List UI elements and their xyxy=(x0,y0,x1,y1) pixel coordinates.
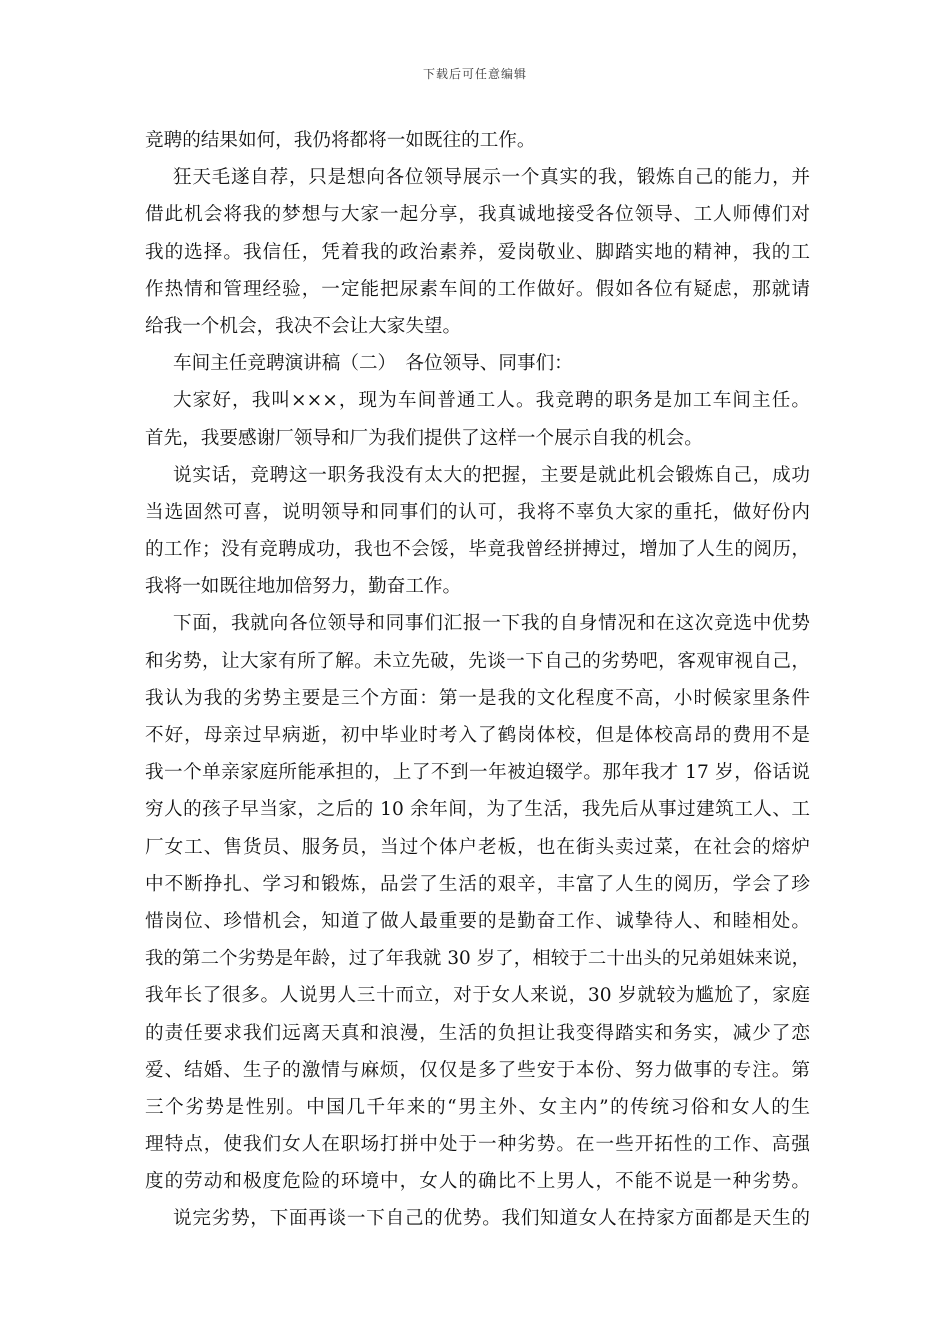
text-line: 给我一个机会，我决不会让大家失望。 xyxy=(145,315,462,337)
text-line: 我的第二个劣势是年龄，过了年我就 30 岁了，相较于二十出头的兄弟姐妹来说， xyxy=(145,948,810,970)
text-line: 不好，母亲过早病逝，初中毕业时考入了鹤岗体校，但是体校高昂的费用不是 xyxy=(145,725,810,746)
text-line: 我将一如既往地加倍努力，勤奋工作。 xyxy=(145,576,462,598)
page-header: 下载后可任意编辑 xyxy=(422,67,527,81)
text-line: 狂天毛遂自荐，只是想向各位领导展示一个真实的我，锻炼自己的能力，并 xyxy=(173,167,810,189)
text-line: 竞聘的结果如何，我仍将都将一如既往的工作。 xyxy=(145,130,536,151)
text-line: 三个劣势是性别。中国几千年来的“男主外、女主内”的传统习俗和女人的生 xyxy=(145,1096,810,1118)
text-line: 度的劳动和极度危险的环境中，女人的确比不上男人，不能不说是一种劣势。 xyxy=(145,1171,810,1193)
text-line: 当选固然可喜，说明领导和同事们的认可，我将不辜负大家的重托，做好份内 xyxy=(145,501,810,523)
text-line: 下面，我就向各位领导和同事们汇报一下我的自身情况和在这次竞选中优势 xyxy=(173,613,810,635)
body-text xyxy=(145,122,810,1238)
text-line: 爱、结婚、生子的激情与麻烦，仅仅是多了些安于本份、努力做事的专注。第 xyxy=(145,1059,810,1081)
text-line: 中不断挣扎、学习和锻炼，品尝了生活的艰辛，丰富了人生的阅历，学会了珍 xyxy=(145,873,810,895)
text-line: 我年长了很多。人说男人三十而立，对于女人来说，30 岁就较为尴尬了，家庭 xyxy=(145,985,810,1007)
text-line: 穷人的孩子早当家，之后的 10 余年间，为了生活，我先后从事过建筑工人、工 xyxy=(145,799,810,821)
text-line: 我的选择。我信任，凭着我的政治素养，爱岗敬业、脚踏实地的精神，我的工 xyxy=(145,241,810,263)
text-line: 惜岗位、珍惜机会，知道了做人最重要的是勤奋工作、诚挚待人、和睦相处。 xyxy=(145,910,810,932)
text-line: 厂女工、售货员、服务员，当过个体户老板，也在街头卖过菜，在社会的熔炉 xyxy=(145,836,810,858)
text-line: 理特点，使我们女人在职场打拼中处于一种劣势。在一些开拓性的工作、高强 xyxy=(145,1134,810,1156)
text-line: 大家好，我叫×××，现为车间普通工人。我竞聘的职务是加工车间主任。 xyxy=(173,390,810,412)
text-line: 我一个单亲家庭所能承担的，上了不到一年被迫辍学。那年我才 17 岁，俗话说 xyxy=(145,762,810,784)
text-line: 的工作；没有竞聘成功，我也不会馁，毕竟我曾经拼搏过，增加了人生的阅历， xyxy=(145,539,810,561)
text-line: 和劣势，让大家有所了解。未立先破，先谈一下自己的劣势吧，客观审视自己， xyxy=(145,650,810,672)
text-line: 我认为我的劣势主要是三个方面：第一是我的文化程度不高，小时候家里条件 xyxy=(145,687,810,709)
text-line: 借此机会将我的梦想与大家一起分享，我真诚地接受各位领导、工人师傅们对 xyxy=(145,204,810,226)
text-line: 的责任要求我们远离天真和浪漫，生活的负担让我变得踏实和务实，减少了恋 xyxy=(145,1022,810,1044)
text-line: 说完劣势，下面再谈一下自己的优势。我们知道女人在持家方面都是天生的 xyxy=(173,1208,810,1230)
text-line: 说实话，竞聘这一职务我没有太大的把握，主要是就此机会锻炼自己，成功 xyxy=(173,464,810,486)
text-line: 作热情和管理经验，一定能把尿素车间的工作做好。假如各位有疑虑，那就请 xyxy=(145,278,810,300)
text-line: 首先，我要感谢厂领导和厂为我们提供了这样一个展示自我的机会。 xyxy=(145,427,703,449)
text-line: 车间主任竞聘演讲稿（二） 各位领导、同事们： xyxy=(173,353,573,375)
